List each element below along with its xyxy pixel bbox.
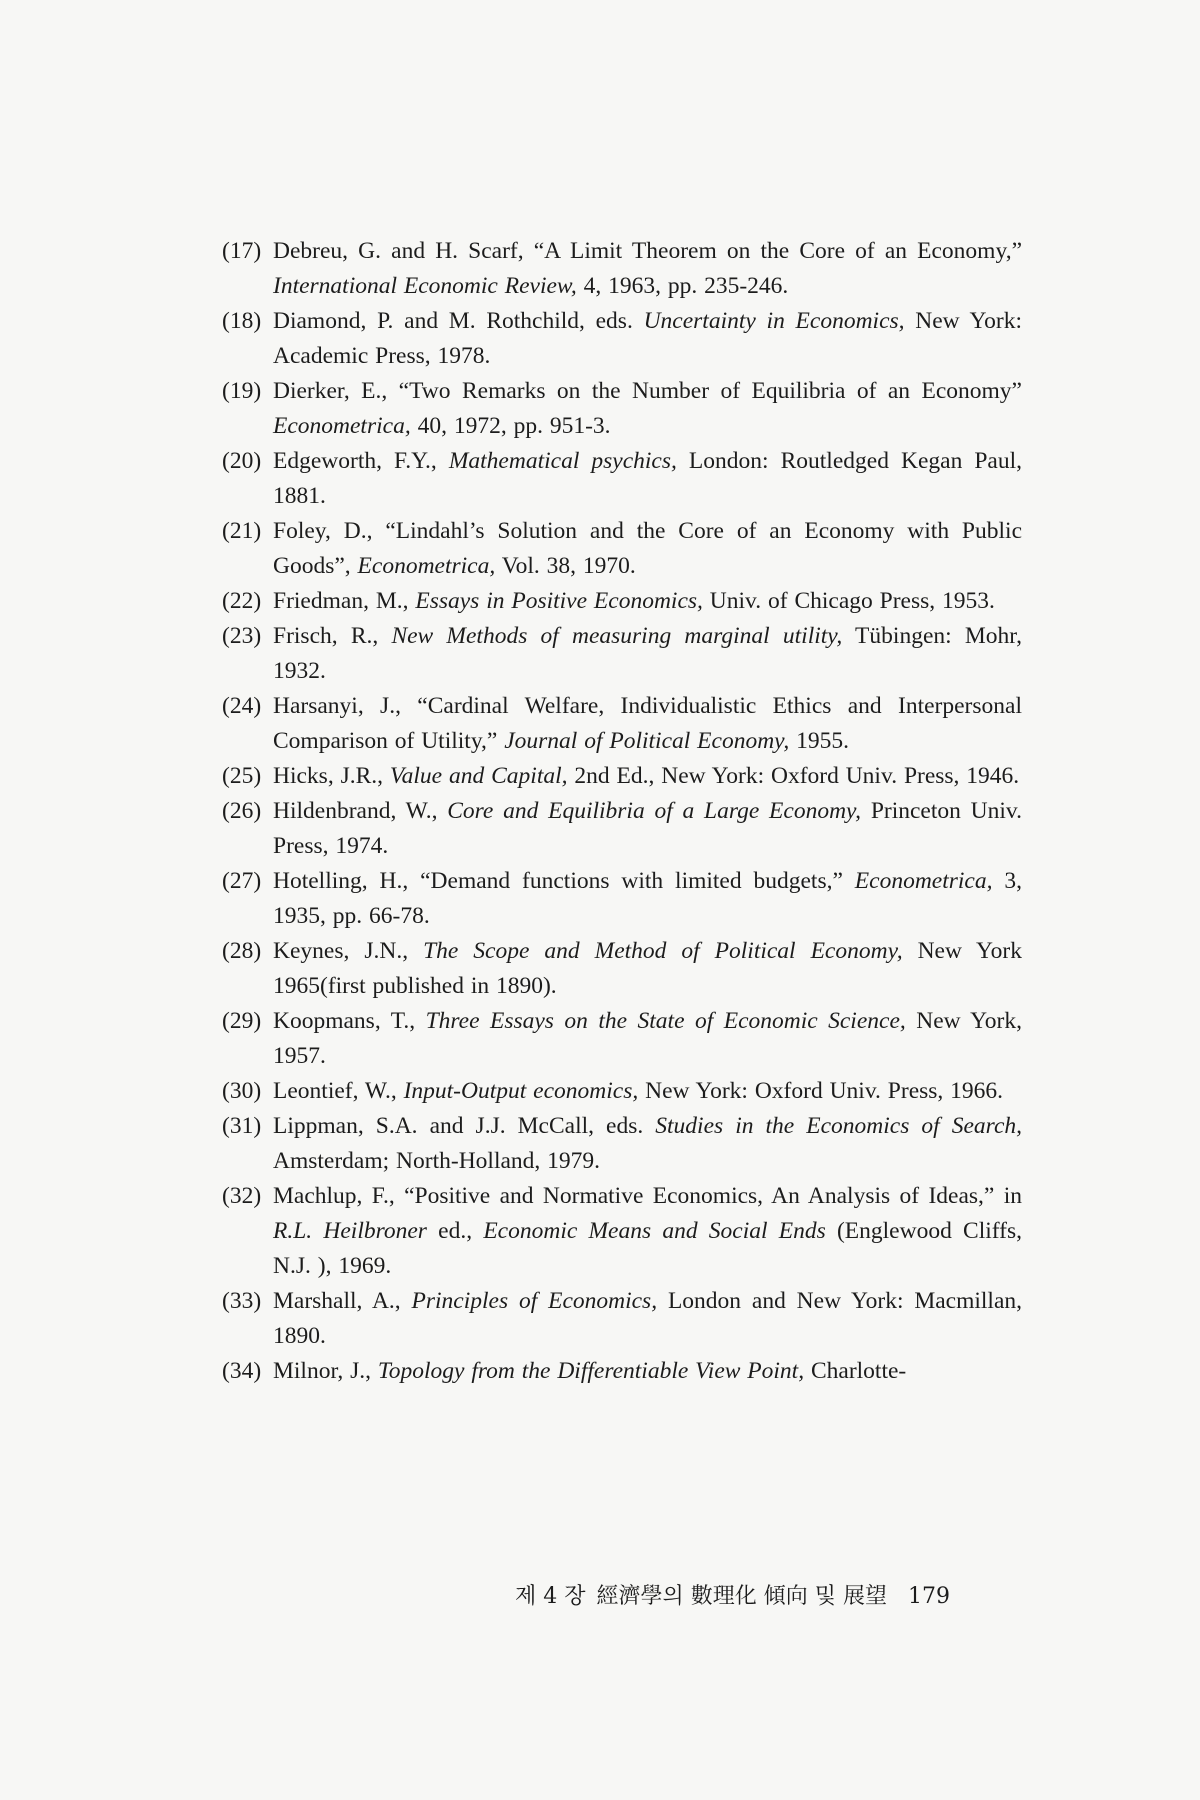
reference-entry bbox=[222, 794, 1022, 864]
reference-entry bbox=[222, 1004, 1022, 1074]
reference-text-segment: Lippman, S.A. and J.J. McCall, eds. bbox=[273, 1113, 656, 1139]
reference-number: (33) bbox=[222, 1288, 262, 1314]
reference-title-italic: Core and Equilibria of a Large Economy, bbox=[447, 798, 862, 824]
chapter-title: 經濟學의 數理化 傾向 및 展望 bbox=[596, 1584, 887, 1609]
reference-text bbox=[273, 378, 1022, 439]
reference-text bbox=[273, 1078, 1003, 1104]
reference-text bbox=[273, 518, 1022, 579]
reference-text-segment: Univ. of Chicago Press, 1953. bbox=[702, 588, 995, 614]
reference-text bbox=[273, 1288, 1022, 1349]
reference-text-segment: 40, 1972, pp. 951-3. bbox=[410, 413, 611, 439]
reference-text bbox=[273, 1358, 906, 1384]
reference-number: (26) bbox=[222, 798, 262, 824]
reference-text-segment: 3, 1935, pp. 66-78. bbox=[273, 868, 1023, 929]
reference-text bbox=[273, 1113, 1022, 1174]
reference-title-italic: Studies in the Economics of Search, bbox=[655, 1113, 1022, 1139]
reference-text-segment: Milnor, J., bbox=[273, 1358, 378, 1384]
reference-title-italic: Value and Capital, bbox=[389, 763, 568, 789]
reference-title-italic: Econometrica, bbox=[357, 553, 496, 579]
reference-number: (17) bbox=[222, 238, 262, 264]
reference-entry bbox=[222, 584, 1022, 619]
reference-number: (21) bbox=[222, 518, 262, 544]
reference-text-segment: Friedman, M., bbox=[273, 588, 416, 614]
reference-entry bbox=[222, 514, 1022, 584]
reference-number: (22) bbox=[222, 588, 262, 614]
reference-text bbox=[273, 1183, 1022, 1279]
reference-title-italic: The Scope and Method of Political Economy, bbox=[423, 938, 903, 964]
reference-entry bbox=[222, 304, 1022, 374]
reference-text-segment: Dierker, E., “Two Remarks on the Number of Equilibria of an Economy” bbox=[273, 378, 1022, 404]
reference-title-italic: Uncertainty in Economics, bbox=[643, 308, 905, 334]
reference-title-italic: Econometrica, bbox=[273, 413, 411, 439]
reference-entry bbox=[222, 1109, 1022, 1179]
reference-text bbox=[273, 938, 1022, 999]
reference-text-segment: New York, 1957. bbox=[273, 1008, 1023, 1069]
reference-number: (20) bbox=[222, 448, 262, 474]
reference-text bbox=[273, 448, 1022, 509]
reference-text-segment: Frisch, R., bbox=[273, 623, 392, 649]
reference-title-italic: R.L. Heilbroner bbox=[273, 1218, 427, 1244]
reference-number: (19) bbox=[222, 378, 262, 404]
reference-text-segment: Machlup, F., “Positive and Normative Economics, An Analysis of Ideas,” in bbox=[273, 1183, 1022, 1209]
reference-text-segment: London and New York: Macmillan, 1890. bbox=[273, 1288, 1023, 1349]
reference-text bbox=[273, 798, 1022, 859]
reference-entry bbox=[222, 759, 1022, 794]
reference-text-segment: Charlotte- bbox=[804, 1358, 907, 1384]
reference-title-italic: Input-Output economics, bbox=[403, 1078, 639, 1104]
reference-entry bbox=[222, 374, 1022, 444]
reference-number: (23) bbox=[222, 623, 262, 649]
reference-text-segment: Tübingen: Mohr, 1932. bbox=[273, 623, 1022, 684]
reference-number: (32) bbox=[222, 1183, 262, 1209]
reference-entry bbox=[222, 1074, 1022, 1109]
reference-list bbox=[222, 234, 1022, 1389]
reference-number: (25) bbox=[222, 763, 262, 789]
reference-text-segment: 1955. bbox=[789, 728, 849, 754]
reference-text bbox=[273, 763, 1019, 789]
reference-text-segment: Diamond, P. and M. Rothchild, eds. bbox=[273, 308, 644, 334]
reference-number: (28) bbox=[222, 938, 262, 964]
reference-text-segment: Vol. 38, 1970. bbox=[495, 553, 636, 579]
reference-title-italic: Journal of Political Economy, bbox=[504, 728, 790, 754]
reference-number: (30) bbox=[222, 1078, 262, 1104]
reference-text-segment: Hotelling, H., “Demand functions with limited budgets,” bbox=[273, 868, 855, 894]
reference-title-italic: Essays in Positive Economics, bbox=[415, 588, 703, 614]
reference-text-segment: Hicks, J.R., bbox=[273, 763, 390, 789]
reference-text-segment: (Englewood Cliffs, N.J. ), 1969. bbox=[273, 1218, 1023, 1279]
reference-text bbox=[273, 238, 1022, 299]
reference-text-segment: 2nd Ed., New York: Oxford Univ. Press, 1946. bbox=[567, 763, 1020, 789]
reference-title-italic: Mathematical psychics, bbox=[448, 448, 677, 474]
reference-entry bbox=[222, 934, 1022, 1004]
reference-text-segment: Keynes, J.N., bbox=[273, 938, 424, 964]
reference-entry bbox=[222, 1179, 1022, 1284]
reference-title-italic: Three Essays on the State of Economic Science, bbox=[425, 1008, 906, 1034]
reference-entry bbox=[222, 864, 1022, 934]
reference-number: (27) bbox=[222, 868, 262, 894]
chapter-label: 제 4 장 bbox=[515, 1584, 586, 1609]
reference-entry bbox=[222, 444, 1022, 514]
reference-text bbox=[273, 868, 1022, 929]
reference-number: (29) bbox=[222, 1008, 262, 1034]
reference-entry bbox=[222, 689, 1022, 759]
reference-title-italic: Econometrica, bbox=[854, 868, 993, 894]
reference-text bbox=[273, 693, 1022, 754]
reference-text-segment: London: Routledged Kegan Paul, 1881. bbox=[273, 448, 1023, 509]
reference-text-segment: 4, 1963, pp. 235-246. bbox=[576, 273, 789, 299]
page-number: 179 bbox=[907, 1584, 950, 1609]
reference-text-segment: Edgeworth, F.Y., bbox=[273, 448, 449, 474]
reference-text-segment: Leontief, W., bbox=[273, 1078, 404, 1104]
reference-title-italic: New Methods of measuring marginal utility, bbox=[391, 623, 843, 649]
reference-text bbox=[273, 308, 1022, 369]
reference-text-segment: Foley, D., “Lindahl’s Solution and the Core of an Economy with Public Goods”, bbox=[273, 518, 1022, 579]
reference-number: (31) bbox=[222, 1113, 262, 1139]
reference-title-italic: Topology from the Differentiable View Point, bbox=[377, 1358, 805, 1384]
reference-text-segment: New York: Oxford Univ. Press, 1966. bbox=[638, 1078, 1004, 1104]
reference-text-segment: Hildenbrand, W., bbox=[273, 798, 448, 824]
reference-number: (18) bbox=[222, 308, 262, 334]
reference-entry bbox=[222, 234, 1022, 304]
reference-text bbox=[273, 623, 1022, 684]
reference-text-segment: Amsterdam; North-Holland, 1979. bbox=[273, 1148, 601, 1174]
reference-text bbox=[273, 588, 995, 614]
reference-text-segment: Harsanyi, J., “Cardinal Welfare, Individualistic Ethics and Interpersonal Comparison of Utility,” bbox=[273, 693, 1022, 754]
reference-entry bbox=[222, 1354, 1022, 1389]
reference-text-segment: Princeton Univ. Press, 1974. bbox=[273, 798, 1022, 859]
reference-entry bbox=[222, 619, 1022, 689]
reference-text bbox=[273, 1008, 1022, 1069]
page-footer bbox=[515, 1582, 1015, 1612]
reference-text-segment: New York 1965(first published in 1890). bbox=[273, 938, 1023, 999]
reference-title-italic: International Economic Review, bbox=[273, 273, 577, 299]
reference-title-italic: Principles of Economics, bbox=[411, 1288, 658, 1314]
reference-title-italic: Economic Means and Social Ends bbox=[483, 1218, 826, 1244]
reference-number: (34) bbox=[222, 1358, 262, 1384]
reference-text-segment: Marshall, A., bbox=[273, 1288, 412, 1314]
reference-text-segment: Debreu, G. and H. Scarf, “A Limit Theorem on the Core of an Economy,” bbox=[273, 238, 1022, 264]
reference-text-segment: New York: Academic Press, 1978. bbox=[273, 308, 1022, 369]
reference-entry bbox=[222, 1284, 1022, 1354]
reference-text-segment: ed., bbox=[426, 1218, 484, 1244]
reference-number: (24) bbox=[222, 693, 262, 719]
reference-text-segment: Koopmans, T., bbox=[273, 1008, 426, 1034]
